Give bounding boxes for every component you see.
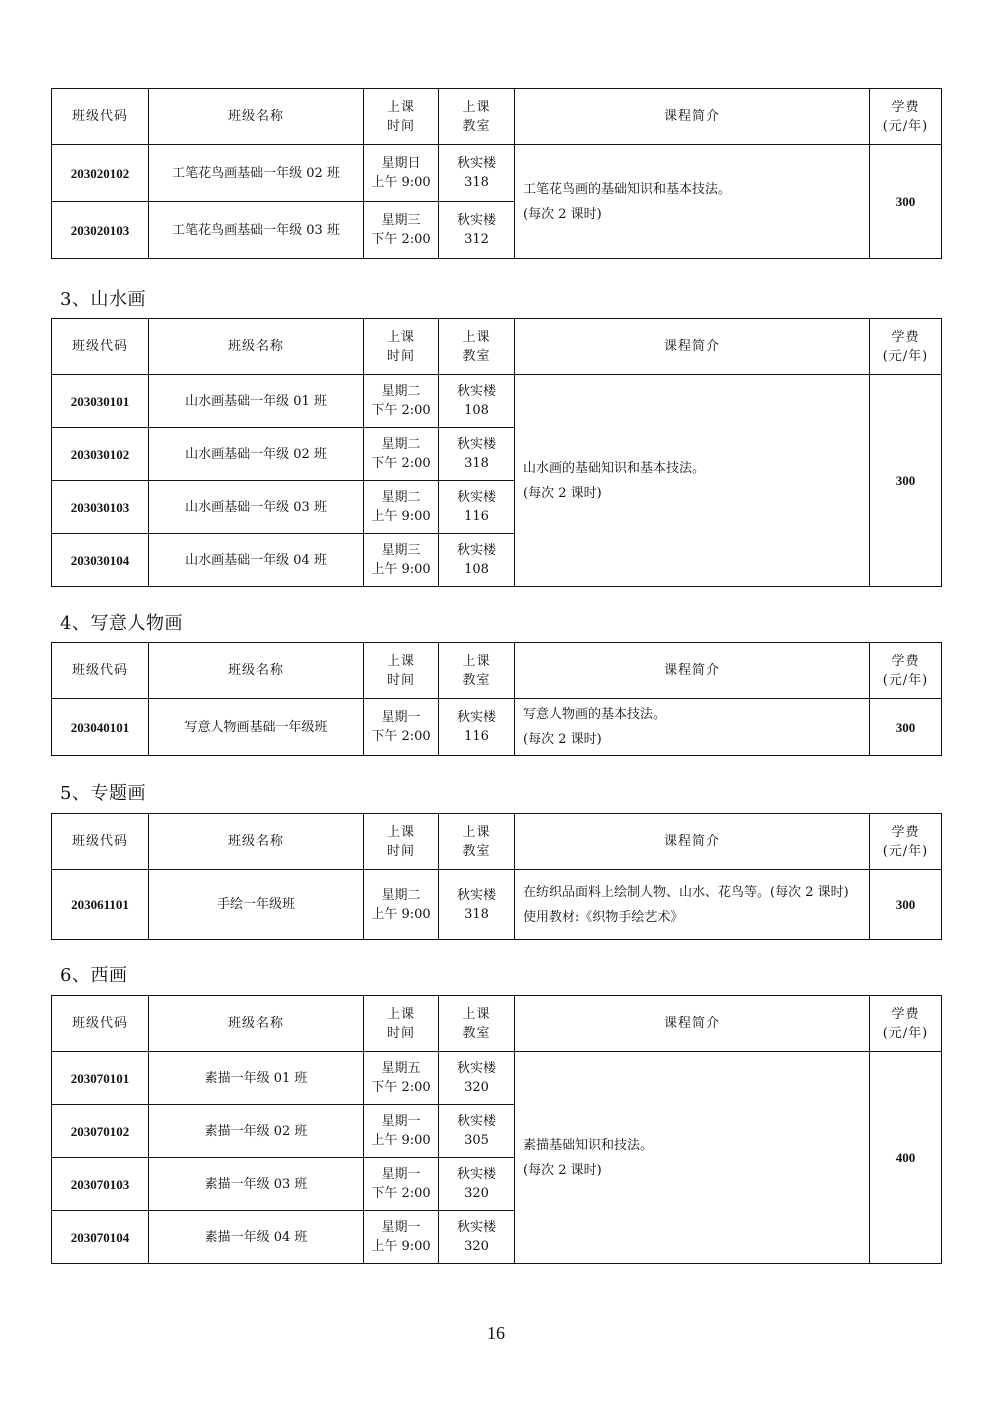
tuition-fee: 300 (870, 870, 942, 940)
header-course-intro: 课程简介 (515, 319, 870, 375)
class-code: 203020103 (52, 202, 149, 259)
class-hour: 上午 9:00 (371, 1239, 431, 1254)
class-weekday: 星期一 (381, 1167, 421, 1182)
header-class-code: 班级代码 (52, 996, 149, 1052)
class-time (364, 481, 439, 534)
class-weekday: 星期三 (381, 543, 421, 558)
class-hour: 上午 9:00 (371, 562, 431, 577)
classroom-number: 116 (464, 729, 489, 744)
tuition-fee: 300 (870, 699, 942, 756)
classroom-building: 秋实楼 (456, 887, 496, 903)
course-intro-note: 使用教材:《织物手绘艺术》 (523, 909, 684, 925)
class-hour: 下午 2:00 (371, 1186, 431, 1201)
classroom (439, 1158, 515, 1211)
header-fee-line2: (元/年) (882, 348, 929, 364)
class-name: 写意人物画基础一年级班 (149, 699, 364, 756)
classroom-building: 秋实楼 (456, 384, 496, 399)
header-row (52, 319, 942, 375)
header-classroom (439, 89, 515, 145)
classroom (439, 145, 515, 202)
course-table (51, 318, 942, 587)
course-intro (515, 870, 870, 940)
classroom-building: 秋实楼 (456, 156, 496, 171)
header-time-line1: 上课 (386, 824, 415, 840)
header-time-line1: 上课 (386, 99, 415, 115)
classroom-number: 320 (464, 1080, 489, 1095)
header-fee-line1: 学费 (891, 653, 920, 669)
course-intro-note: (每次 2 课时) (523, 1162, 602, 1178)
classroom-building: 秋实楼 (456, 437, 496, 452)
class-time (364, 1105, 439, 1158)
header-course-intro: 课程简介 (515, 89, 870, 145)
classroom (439, 534, 515, 587)
header-class-time (364, 814, 439, 870)
header-course-intro: 课程简介 (515, 643, 870, 699)
header-classroom (439, 643, 515, 699)
header-room-line1: 上课 (462, 329, 491, 345)
classroom-number: 305 (464, 1133, 489, 1148)
class-time (364, 1158, 439, 1211)
class-code: 203030101 (52, 375, 149, 428)
header-tuition (870, 89, 942, 145)
class-weekday: 星期一 (381, 1114, 421, 1129)
class-name: 工笔花鸟画基础一年级 03 班 (149, 202, 364, 259)
header-class-code: 班级代码 (52, 643, 149, 699)
course-intro-note: (每次 2 课时) (523, 485, 602, 501)
classroom (439, 870, 515, 940)
section-title: 3、山水画 (60, 289, 146, 310)
classroom-building: 秋实楼 (456, 710, 496, 725)
header-fee-line2: (元/年) (882, 672, 929, 688)
course-table (51, 995, 942, 1264)
classroom (439, 375, 515, 428)
class-name: 素描一年级 02 班 (149, 1105, 364, 1158)
header-room-line1: 上课 (462, 653, 491, 669)
course-intro (515, 1052, 870, 1264)
classroom-number: 116 (464, 509, 489, 524)
header-room-line1: 上课 (462, 824, 491, 840)
class-code: 203070102 (52, 1105, 149, 1158)
class-time (364, 870, 439, 940)
course-intro (515, 699, 870, 756)
class-code: 203030102 (52, 428, 149, 481)
class-hour: 下午 2:00 (371, 456, 431, 471)
class-weekday: 星期一 (381, 1220, 421, 1235)
class-weekday: 星期五 (381, 1061, 421, 1076)
class-name: 山水画基础一年级 04 班 (149, 534, 364, 587)
tuition-fee: 400 (870, 1052, 942, 1264)
header-classroom (439, 814, 515, 870)
header-row (52, 996, 942, 1052)
table-row (52, 1052, 942, 1105)
header-course-intro: 课程简介 (515, 814, 870, 870)
header-time-line1: 上课 (386, 329, 415, 345)
class-name: 素描一年级 01 班 (149, 1052, 364, 1105)
header-class-code: 班级代码 (52, 319, 149, 375)
classroom (439, 481, 515, 534)
class-code: 203061101 (52, 870, 149, 940)
table-row (52, 699, 942, 756)
tuition-fee: 300 (870, 375, 942, 587)
header-time-line1: 上课 (386, 653, 415, 669)
header-class-name: 班级名称 (149, 89, 364, 145)
classroom (439, 428, 515, 481)
classroom-building: 秋实楼 (456, 543, 496, 558)
header-fee-line1: 学费 (891, 1006, 920, 1022)
classroom-building: 秋实楼 (456, 1114, 496, 1129)
header-fee-line2: (元/年) (882, 1025, 929, 1041)
header-tuition (870, 814, 942, 870)
header-time-line1: 上课 (386, 1006, 415, 1022)
classroom-number: 320 (464, 1186, 489, 1201)
classroom-number: 108 (464, 562, 489, 577)
header-room-line2: 教室 (462, 1025, 491, 1041)
tuition-fee: 300 (870, 145, 942, 259)
class-weekday: 星期三 (381, 213, 421, 228)
class-hour: 上午 9:00 (371, 906, 431, 922)
header-row (52, 89, 942, 145)
header-time-line2: 时间 (386, 348, 415, 364)
course-table (51, 88, 942, 259)
header-room-line2: 教室 (462, 843, 491, 859)
header-class-code: 班级代码 (52, 814, 149, 870)
course-intro-line: 写意人物画的基本技法。 (523, 707, 667, 722)
classroom-building: 秋实楼 (456, 1167, 496, 1182)
class-weekday: 星期一 (381, 710, 421, 725)
class-hour: 上午 9:00 (371, 509, 431, 524)
class-code: 203070101 (52, 1052, 149, 1105)
class-name: 工笔花鸟画基础一年级 02 班 (149, 145, 364, 202)
class-time (364, 202, 439, 259)
classroom (439, 699, 515, 756)
header-tuition (870, 996, 942, 1052)
section-title: 6、西画 (60, 965, 128, 986)
course-table (51, 813, 942, 940)
header-room-line2: 教室 (462, 348, 491, 364)
course-intro-line: 素描基础知识和技法。 (523, 1137, 654, 1153)
header-class-name: 班级名称 (149, 814, 364, 870)
course-intro (515, 145, 870, 259)
class-time (364, 1211, 439, 1264)
classroom-number: 320 (464, 1239, 489, 1254)
table-row (52, 145, 942, 202)
class-hour: 上午 9:00 (371, 175, 431, 190)
header-time-line2: 时间 (386, 1025, 415, 1041)
section-title: 5、专题画 (60, 783, 146, 804)
class-time (364, 699, 439, 756)
course-intro-line: 工笔花鸟画的基础知识和基本技法。 (523, 181, 732, 197)
classroom (439, 1211, 515, 1264)
header-time-line2: 时间 (386, 118, 415, 134)
header-row (52, 643, 942, 699)
class-time (364, 534, 439, 587)
header-tuition (870, 643, 942, 699)
classroom-building: 秋实楼 (456, 213, 496, 228)
header-room-line1: 上课 (462, 99, 491, 115)
class-code: 203020102 (52, 145, 149, 202)
class-name: 山水画基础一年级 03 班 (149, 481, 364, 534)
classroom-number: 312 (464, 232, 489, 247)
table-row (52, 870, 942, 940)
course-table (51, 642, 942, 756)
class-time (364, 428, 439, 481)
class-hour: 下午 2:00 (371, 403, 431, 418)
table-row (52, 375, 942, 428)
header-room-line2: 教室 (462, 118, 491, 134)
header-fee-line1: 学费 (891, 824, 920, 840)
class-weekday: 星期二 (381, 384, 421, 399)
class-code: 203030104 (52, 534, 149, 587)
header-class-time (364, 643, 439, 699)
classroom (439, 202, 515, 259)
class-name: 山水画基础一年级 01 班 (149, 375, 364, 428)
section-title: 4、写意人物画 (60, 613, 183, 634)
header-class-name: 班级名称 (149, 319, 364, 375)
class-weekday: 星期二 (381, 887, 421, 903)
class-time (364, 145, 439, 202)
class-code: 203070104 (52, 1211, 149, 1264)
classroom-building: 秋实楼 (456, 490, 496, 505)
course-intro-note: (每次 2 课时) (523, 206, 602, 222)
course-intro-note: (每次 2 课时) (523, 732, 602, 747)
header-fee-line2: (元/年) (882, 843, 929, 859)
class-hour: 下午 2:00 (371, 232, 431, 247)
header-fee-line1: 学费 (891, 99, 920, 115)
header-fee-line1: 学费 (891, 329, 920, 345)
classroom-building: 秋实楼 (456, 1220, 496, 1235)
class-name: 素描一年级 04 班 (149, 1211, 364, 1264)
header-room-line2: 教室 (462, 672, 491, 688)
page-number: 16 (487, 1323, 505, 1343)
class-name: 山水画基础一年级 02 班 (149, 428, 364, 481)
class-code: 203030103 (52, 481, 149, 534)
class-code: 203070103 (52, 1158, 149, 1211)
course-intro (515, 375, 870, 587)
classroom-number: 318 (464, 175, 489, 190)
classroom-number: 318 (464, 456, 489, 471)
class-code: 203040101 (52, 699, 149, 756)
header-class-name: 班级名称 (149, 996, 364, 1052)
class-hour: 上午 9:00 (371, 1133, 431, 1148)
class-weekday: 星期二 (381, 490, 421, 505)
classroom (439, 1052, 515, 1105)
header-time-line2: 时间 (386, 843, 415, 859)
class-time (364, 375, 439, 428)
header-class-time (364, 89, 439, 145)
header-class-name: 班级名称 (149, 643, 364, 699)
class-hour: 下午 2:00 (371, 1080, 431, 1095)
class-name: 素描一年级 03 班 (149, 1158, 364, 1211)
class-time (364, 1052, 439, 1105)
header-time-line2: 时间 (386, 672, 415, 688)
header-classroom (439, 319, 515, 375)
classroom (439, 1105, 515, 1158)
header-class-time (364, 996, 439, 1052)
classroom-number: 108 (464, 403, 489, 418)
header-row (52, 814, 942, 870)
header-fee-line2: (元/年) (882, 118, 929, 134)
header-classroom (439, 996, 515, 1052)
course-intro-line: 山水画的基础知识和基本技法。 (523, 460, 706, 476)
classroom-building: 秋实楼 (456, 1061, 496, 1076)
header-class-time (364, 319, 439, 375)
header-room-line1: 上课 (462, 1006, 491, 1022)
course-intro-line: 在纺织品面料上绘制人物、山水、花鸟等。(每次 2 课时) (523, 884, 849, 900)
class-name: 手绘一年级班 (149, 870, 364, 940)
header-class-code: 班级代码 (52, 89, 149, 145)
header-tuition (870, 319, 942, 375)
class-weekday: 星期二 (381, 437, 421, 452)
class-hour: 下午 2:00 (371, 729, 431, 744)
classroom-number: 318 (464, 906, 489, 922)
header-course-intro: 课程简介 (515, 996, 870, 1052)
class-weekday: 星期日 (381, 156, 421, 171)
